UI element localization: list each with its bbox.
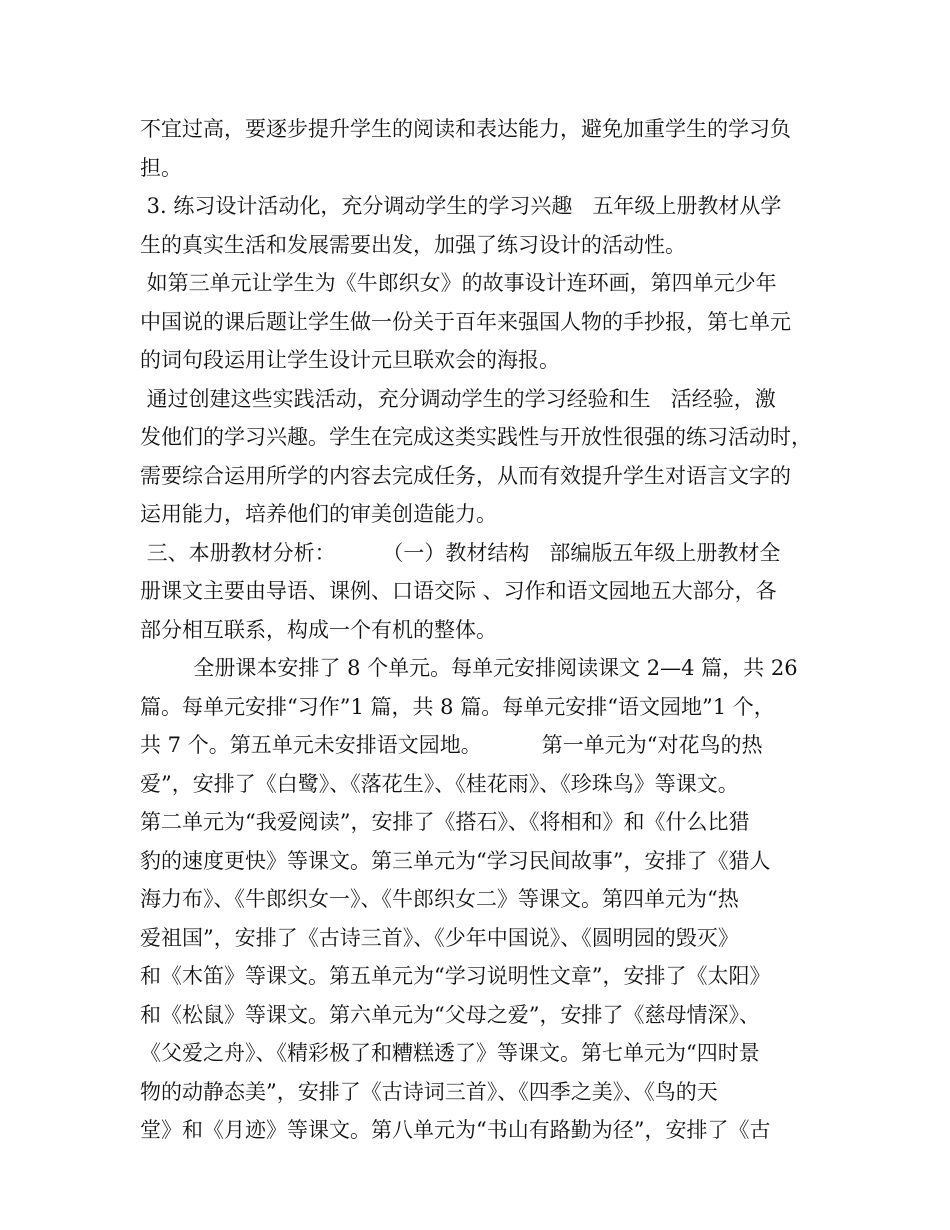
text-line: 运用能力，培养他们的审美创造能力。: [140, 502, 497, 526]
text-line: 的词句段运用让学生设计元旦联欢会的海报。: [140, 348, 560, 372]
section-heading-line: 三、本册教材分析： （一）教材结构 部编版五年级上册教材全: [140, 540, 781, 565]
text-line: 发他们的学习兴趣。学生在完成这类实践性与开放性很强的练习活动时，: [140, 425, 812, 449]
text-line: 3. 练习设计活动化，充分调动学生的学习兴趣 五年级上册教材从学: [140, 194, 782, 218]
text-line: 第二单元为“我爱阅读”，安排了《搭石》、《将相和》和《什么比猎: [140, 810, 750, 834]
body-text: [140, 110, 820, 1150]
text-line: 豹的速度更快》等课文。第三单元为“学习民间故事”，安排了《猎人: [140, 848, 771, 873]
text-line: 部分相互联系，构成一个有机的整体。: [140, 617, 497, 642]
text-line: 担。: [140, 155, 182, 180]
text-line: 爱”，安排了《白鹭》、《落花生》、《桂花雨》、《珍珠鸟》等课文。: [140, 771, 739, 796]
text-line: 物的动静态美”，安排了《古诗词三首》、《四季之美》、《鸟的天: [140, 1079, 718, 1104]
text-line: 海力布》、《牛郎织女一》、《牛郎织女二》等课文。第四单元为“热: [140, 887, 739, 911]
text-line: 中国说的课后题让学生做一份关于百年来强国人物的手抄报，第七单元: [140, 309, 791, 334]
text-line: 册课文主要由导语、课例、口语交际 、习作和语文园地五大部分，各: [140, 579, 777, 603]
text-line: 和《松鼠》等课文。第六单元为“父母之爱”，安排了《慈母情深》、: [140, 1002, 760, 1027]
text-line: 生的真实生活和发展需要出发，加强了练习设计的活动性。: [140, 232, 686, 257]
text-line: 需要综合运用所学的内容去完成任务，从而有效提升学生对语言文字的: [140, 463, 791, 488]
text-line: 堂》和《月迹》等课文。第八单元为“书山有路勤为径”，安排了《古: [140, 1118, 771, 1142]
text-line: 共 7 个。第五单元未安排语文园地。 第一单元为“对花鸟的热: [140, 733, 763, 757]
text-line: 不宜过高，要逐步提升学生的阅读和表达能力，避免加重学生的学习负: [140, 117, 791, 141]
text-line: 《父爱之舟》、《精彩极了和糟糕透了》等课文。第七单元为“四时景: [140, 1041, 760, 1065]
text-line: 通过创建这些实践活动，充分调动学生的学习经验和生 活经验，激: [140, 386, 776, 411]
text-line: 如第三单元让学生为《牛郎织女》的故事设计连环画，第四单元少年: [140, 271, 777, 295]
text-line: 篇。每单元安排“习作”1 篇，共 8 篇。每单元安排“语文园地”1 个，: [140, 694, 775, 719]
text-line: 爱祖国”，安排了《古诗三首》、《少年中国说》、《圆明园的毁灭》: [140, 925, 739, 950]
text-line: 全册课本安排了 8 个单元。每单元安排阅读课文 2—4 篇，共 26: [140, 656, 798, 680]
text-line: 和《木笛》等课文。第五单元为“学习说明性文章”，安排了《太阳》: [140, 964, 771, 988]
